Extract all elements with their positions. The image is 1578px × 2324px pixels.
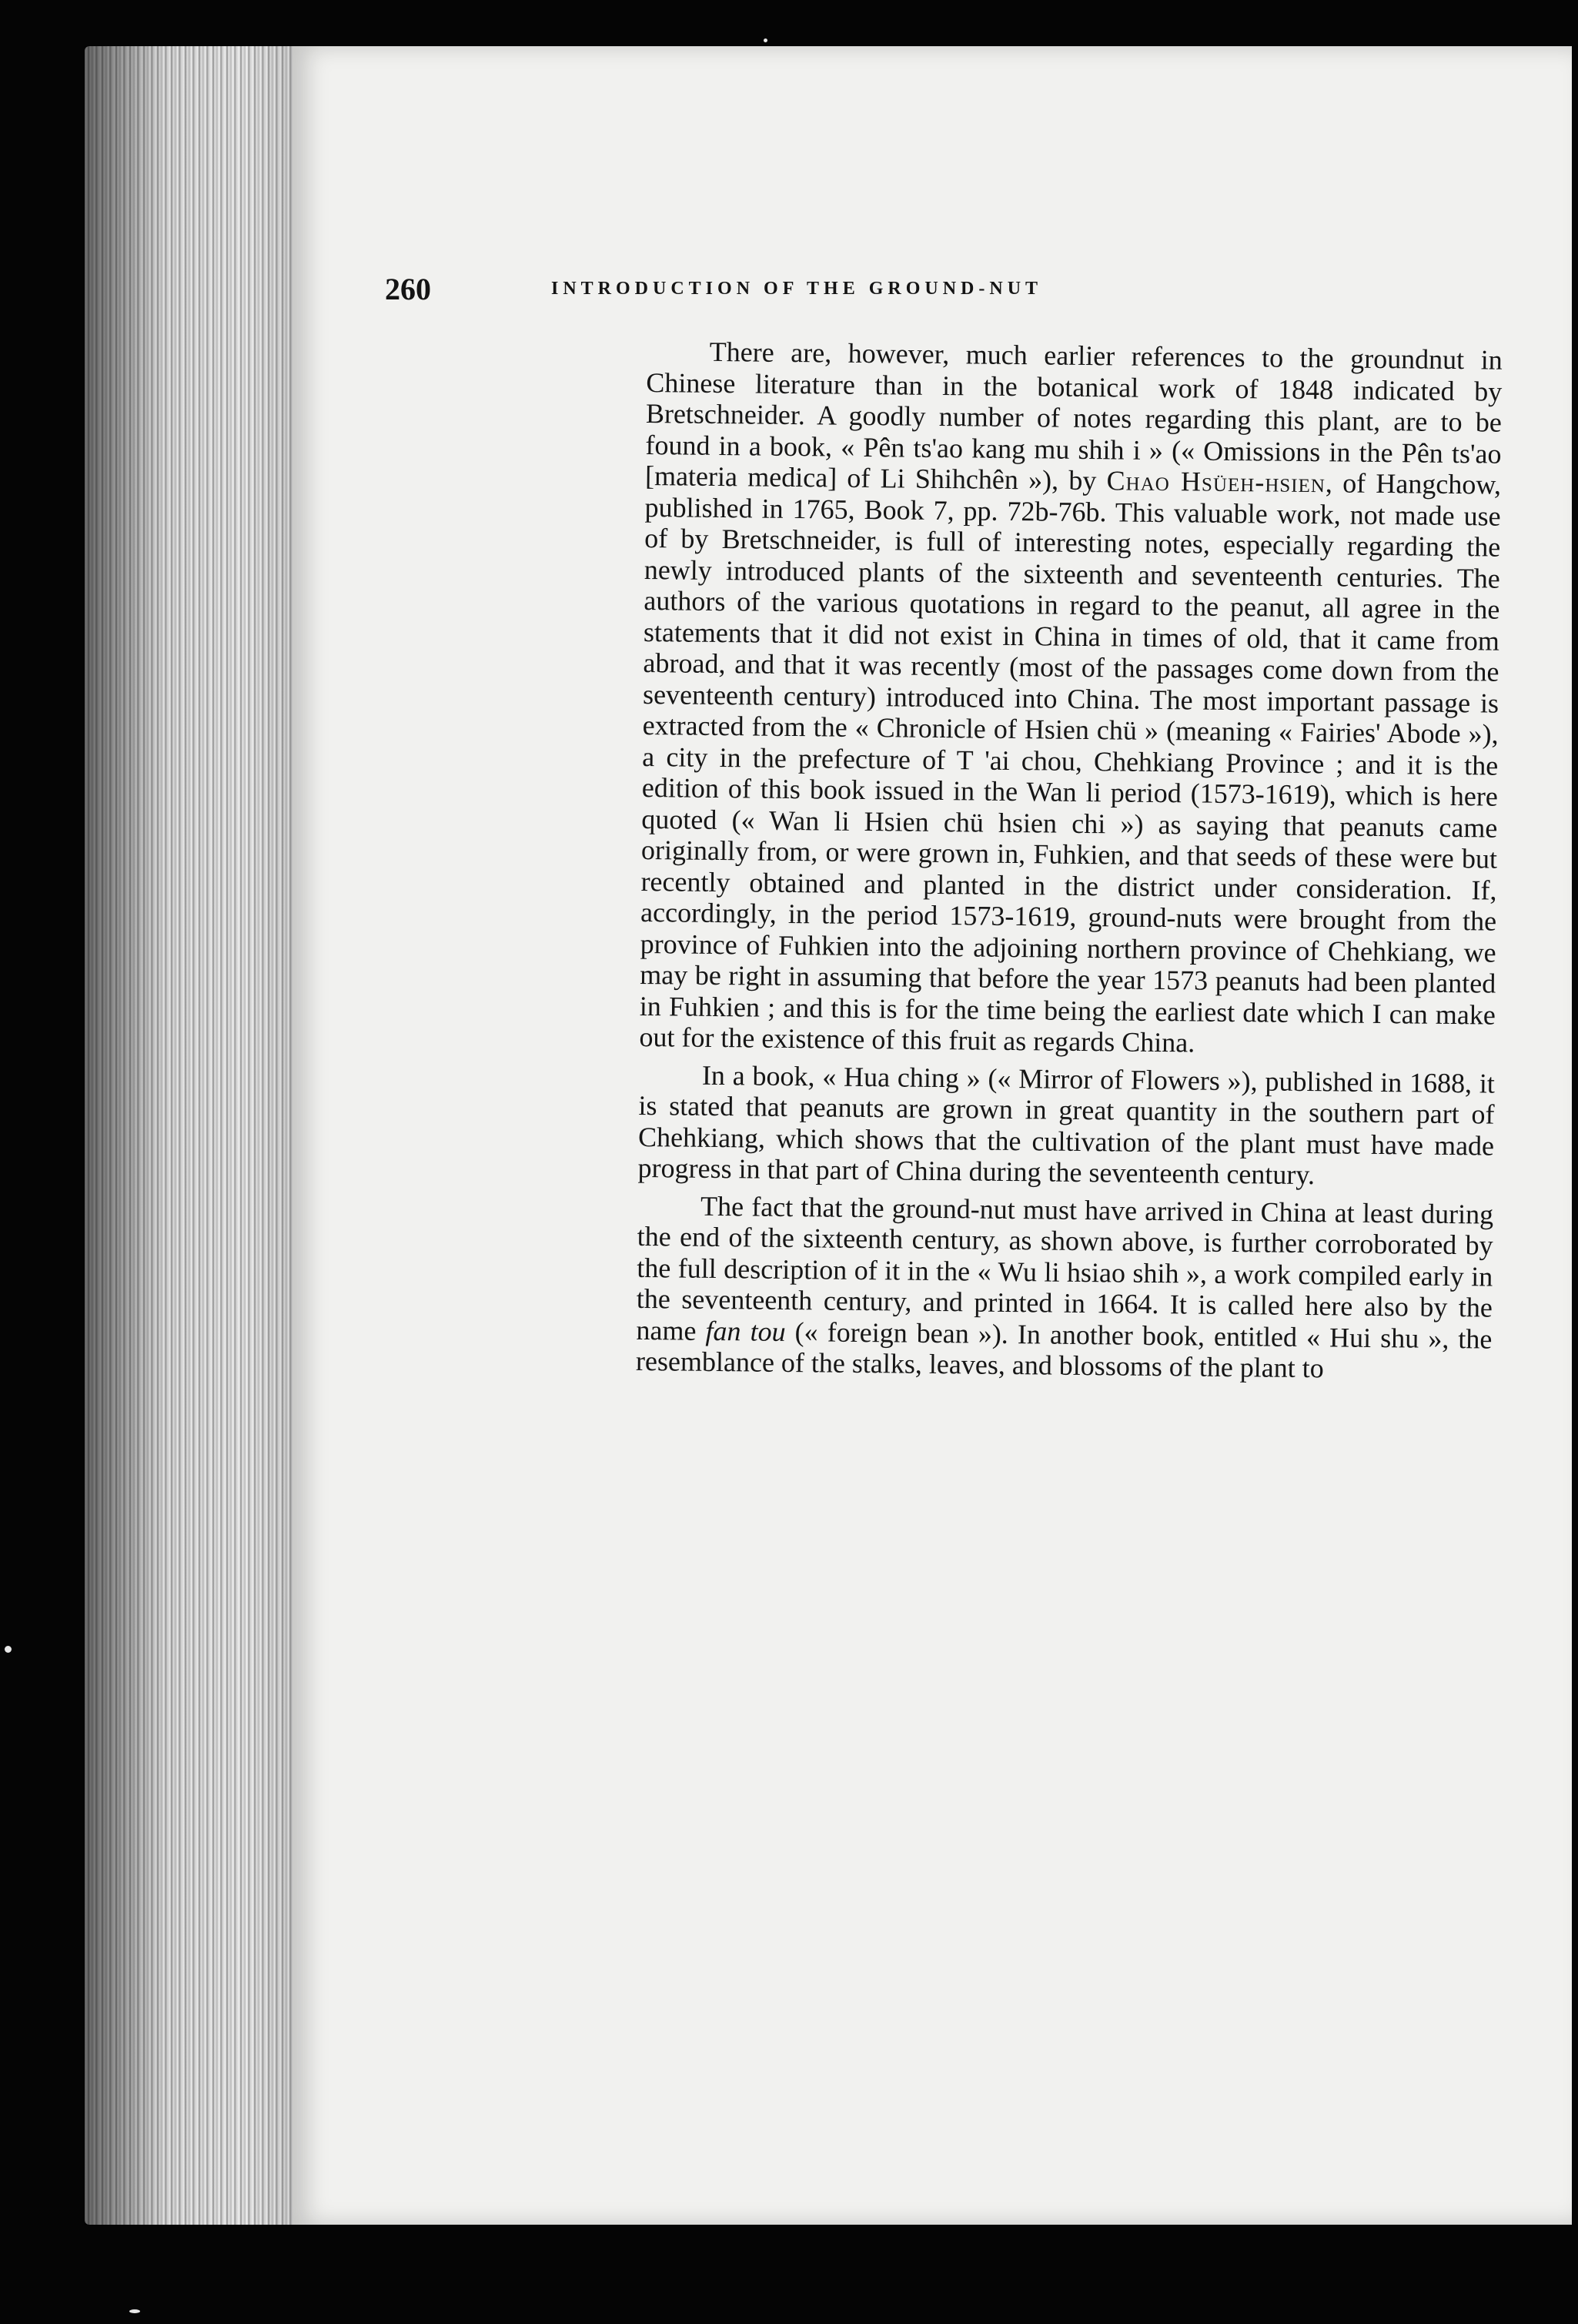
running-title: INTRODUCTION OF THE GROUND-NUT — [551, 279, 1043, 299]
paragraph-3-text-a: The fact that the ground-nut must have arrived in China at least during the end of the sixteenth century, as shown above, is further corroborated by the full description of it in the « Wu li hsiao shih », a work compiled early in the seventeenth century, and printed in 1664. It is called here also by the name — [636, 1190, 1494, 1346]
book-page-edges — [85, 46, 316, 2225]
paragraph-1-text-b: , of Hangchow, published in 1765, Book 7, pp. 72b-76b. This valuable work, not made use of by Bretschneider, is full of interesting notes, especially regarding the newly introduced plants of the sixteenth and seventeenth centuries. The authors of the various quotations in regard to the peanut, all agree in the statements that it did not exist in China in times of old, that it came from abroad, and that it was recently (most of the passages come down from the seventeenth century) introduced into China. The most important passage is extracted from the « Chronicle of Hsien chü » (meaning « Fairies' Abode »), a city in the prefecture of T 'ai chou, Chehkiang Province ; and it is the edition of this book issued in the Wan li period (1573-1619), which is here quoted (« Wan li Hsien chü hsien chi ») as saying that peanuts came originally from, or were grown in, Fuhkien, and that seeds of these were but recently obtained and planted in the district under consideration. If, accordingly, in the period 1573-1619, ground-nuts were brought from the province of Fuhkien into the adjoining northern province of Chehkiang, we may be right in assuming that before the year 1573 peanuts had been planted in Fuhkien ; and this is for the time being the earliest date which I can make out for the existence of this fruit as regards China. — [639, 467, 1502, 1058]
paragraph-2: In a book, « Hua ching » (« Mirror of Flowers »), published in 1688, it is stated that peanuts are grown in great quantity in the southern part of Chehkiang, which shows that the cultivation of the plant must have made progress in that part of China during the seventeenth century. — [637, 1059, 1496, 1191]
paragraph-1 — [639, 336, 1503, 1062]
speck — [5, 1646, 12, 1653]
italic-term: fan tou — [705, 1315, 786, 1347]
running-head — [385, 271, 1355, 317]
body-text — [636, 336, 1503, 1392]
speck — [129, 2309, 140, 2313]
page-number: 260 — [385, 272, 431, 306]
speck — [764, 38, 767, 42]
paragraph-3 — [636, 1189, 1493, 1386]
author-name: Chao Hsüeh-hsien — [1106, 465, 1326, 499]
paragraph-3-text-b: (« foreign bean »). In another book, entitled « Hui shu », the resemblance of the stalks, leaves, and blossoms of the plant to — [635, 1316, 1493, 1384]
paragraph-1-text-a: There are, however, much earlier references to the groundnut in Chinese literature than in the botanical work of 1848 indicated by Bretschneider. A goodly number of notes regarding this plant, are to be found in a book, « Pên ts'ao kang mu shih i » (« Omissions in the Pên ts'ao [materia medica] of Li Shihchên »), by — [644, 336, 1503, 497]
